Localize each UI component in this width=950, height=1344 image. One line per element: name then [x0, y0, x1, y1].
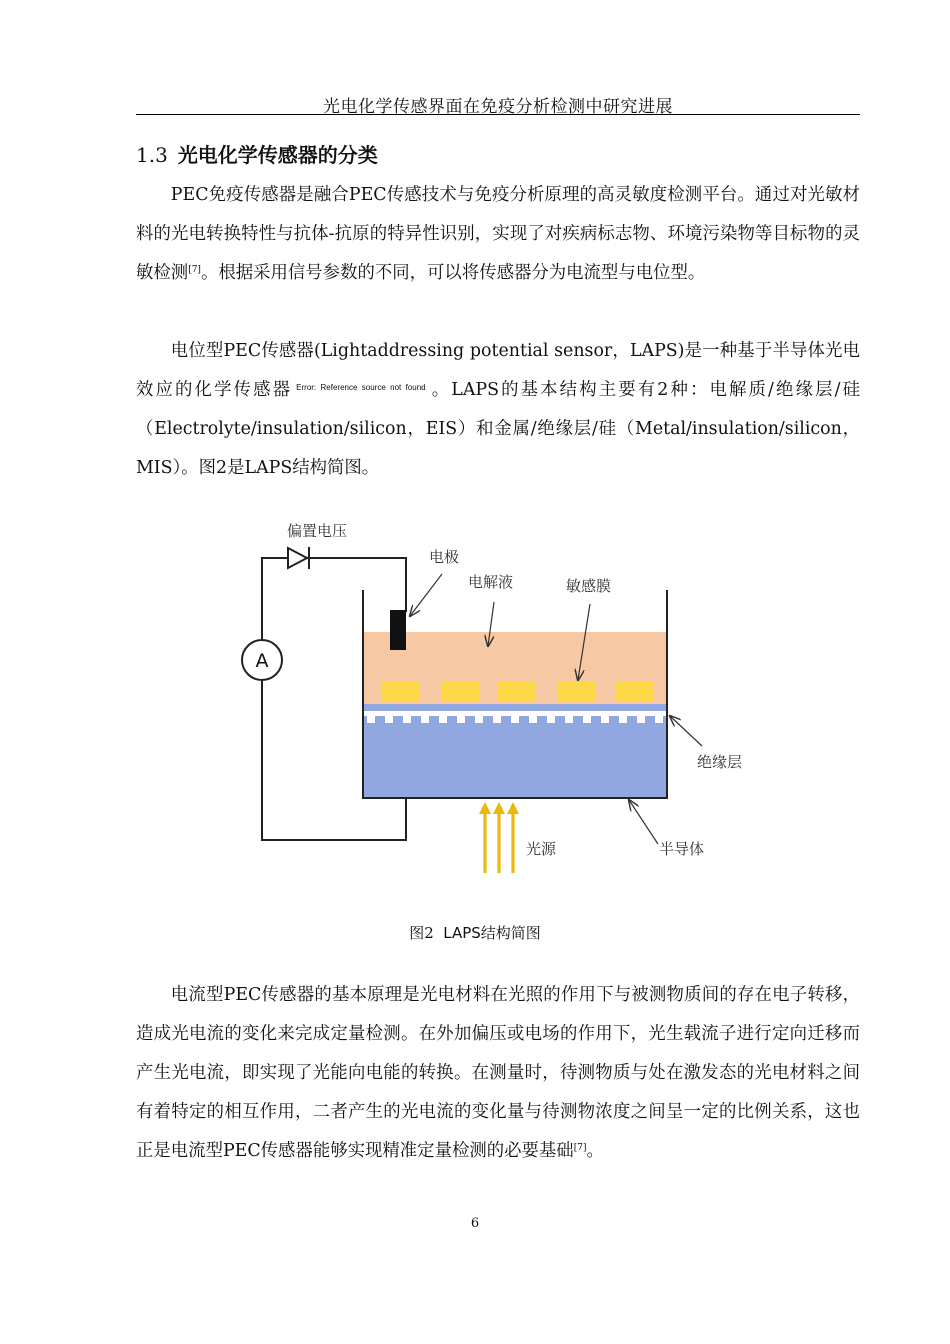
semiconductor-block [363, 714, 667, 798]
paragraph-intro [136, 176, 860, 293]
header-rule [136, 114, 860, 115]
citation-ref: [7] [573, 1143, 587, 1153]
page-number: 6 [470, 1216, 480, 1231]
paragraph-laps [136, 332, 860, 488]
diode-symbol [288, 547, 309, 569]
paragraph-laps-text-end: 。LAPS的基本结构主要有2种：电解质/绝缘层/硅（Electrolyte/insulation/silicon，EIS）和金属/绝缘层/硅（Metal/insulation/silicon，MIS）。图2是LAPS结构简图。 [136, 380, 860, 478]
paragraph-current-type-text: 电流型PEC传感器的基本原理是光电材料在光照的作用下与被测物质间的存在电子转移，造成光电流的变化来完成定量检测。在外加偏压或电场的作用下，光生载流子进行定向迁移而产生光电流，即实现了光能向电能的转换。在测量时，待测物质与处在激发态的光电材料之间有着特定的相互作用，二者产生的光电流的变化量与待测物浓度之间呈一定的比例关系，这也正是电流型PEC传感器能够实现精准定量检测的必要基础 [136, 985, 860, 1161]
electrode [390, 610, 406, 650]
electrolyte-label: 电解液 [468, 573, 514, 591]
electrode-label: 电极 [429, 548, 460, 566]
light-source-label: 光源 [526, 840, 557, 858]
semiconductor-label: 半导体 [659, 840, 705, 858]
figure-caption-text: LAPS结构简图 [443, 924, 541, 942]
paragraph-intro-text-end: 。根据采用信号参数的不同，可以将传感器分为电流型与电位型。 [200, 263, 706, 283]
paragraph-intro-text: PEC免疫传感器是融合PEC传感技术与免疫分析原理的高灵敏度检测平台。通过对光敏材料的光电转换特性与抗体-抗原的特异性识别，实现了对疾病标志物、环境污染物等目标物的灵敏检测 [136, 185, 860, 283]
laps-structure-figure [232, 510, 762, 890]
paragraph-laps-text: 电位型PEC传感器(Lightaddressing potential sensor，LAPS)是一种基于半导体光电效应的化学传感器 [136, 341, 860, 400]
light-arrows [479, 802, 519, 873]
paragraph-current-type [136, 976, 860, 1171]
insulator-label: 绝缘层 [697, 753, 743, 771]
membrane-label: 敏感膜 [566, 577, 612, 595]
bias-voltage-label: 偏置电压 [287, 522, 348, 540]
semiconductor-pointer [629, 800, 658, 844]
paragraph-current-type-text-end: 。 [586, 1141, 604, 1161]
insulator-pointer [670, 716, 702, 746]
figure-caption-label: 图2 [409, 924, 434, 942]
reference-error: Error: Reference source not found [296, 383, 426, 392]
running-header: 光电化学传感界面在免疫分析检测中研究进展 [323, 97, 673, 117]
section-heading [136, 139, 378, 168]
figure-caption [0, 922, 950, 943]
electrode-pointer [410, 574, 442, 616]
ammeter-label: A [255, 650, 269, 672]
citation-ref: [7] [188, 265, 201, 275]
section-title: 光电化学传感器的分类 [177, 143, 378, 167]
section-number: 1.3 [136, 143, 168, 167]
bias-wire [262, 558, 406, 640]
